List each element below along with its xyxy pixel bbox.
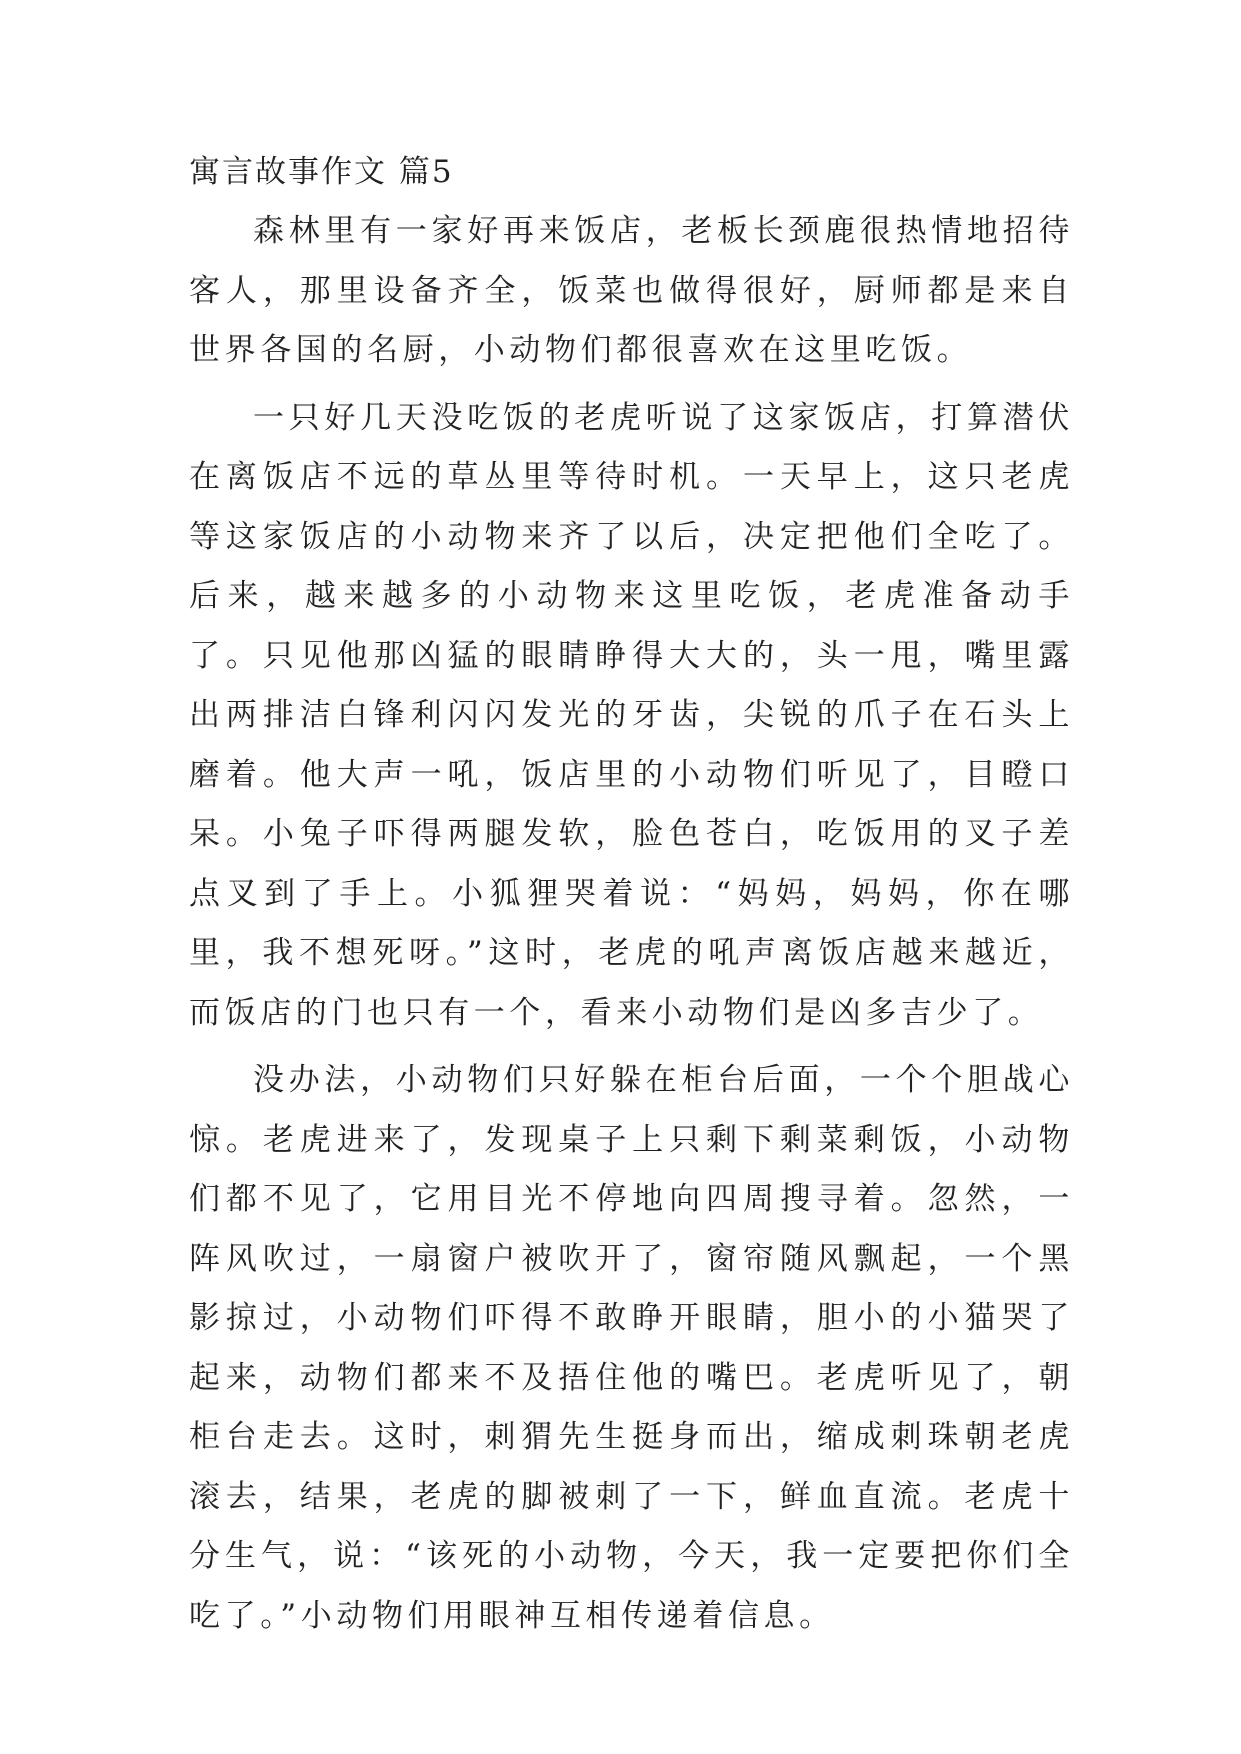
paragraph-3: 没办法，小动物们只好躲在柜台后面，一个个胆战心惊。老虎进来了，发现桌子上只剩下剩菜剩饭，小动物们都不见了，它用目光不停地向四周搜寻着。忽然，一阵风吹过，一扇窗户被吹开了，窗帘随风飘起，一个黑影掠过，小动物们吓得不敢睁开眼睛，胆小的小猫哭了起来，动物们都来不及捂住他的嘴巴。老虎听见了，朝柜台走去。这时，刺猬先生挺身而出，缩成刺珠朝老虎滚去，结果，老虎的脚被刺了一下，鲜血直流。老虎十分生气，说：“该死的小动物，今天，我一定要把你们全吃了。”小动物们用眼神互相传递着信息。 <box>189 1062 1074 1634</box>
document-title: 寓言故事作文 篇5 <box>189 154 454 190</box>
paragraph-1: 森林里有一家好再来饭店，老板长颈鹿很热情地招待客人，那里设备齐全，饭菜也做得很好，厨师都是来自世界各国的名厨，小动物们都很喜欢在这里吃饭。 <box>189 213 1074 368</box>
document-body <box>189 142 1074 1654</box>
paragraph-2: 一只好几天没吃饭的老虎听说了这家饭店，打算潜伏在离饭店不远的草丛里等待时机。一天早上，这只老虎等这家饭店的小动物来齐了以后，决定把他们全吃了。后来，越来越多的小动物来这里吃饭，老虎准备动手了。只见他那凶猛的眼睛睁得大大的，头一甩，嘴里露出两排洁白锋利闪闪发光的牙齿，尖锐的爪子在石头上磨着。他大声一吼，饭店里的小动物们听见了，目瞪口呆。小兔子吓得两腿发软，脸色苍白，吃饭用的叉子差点叉到了手上。小狐狸哭着说：“妈妈，妈妈，你在哪里，我不想死呀。”这时，老虎的吼声离饭店越来越近，而饭店的门也只有一个，看来小动物们是凶多吉少了。 <box>189 399 1074 1031</box>
